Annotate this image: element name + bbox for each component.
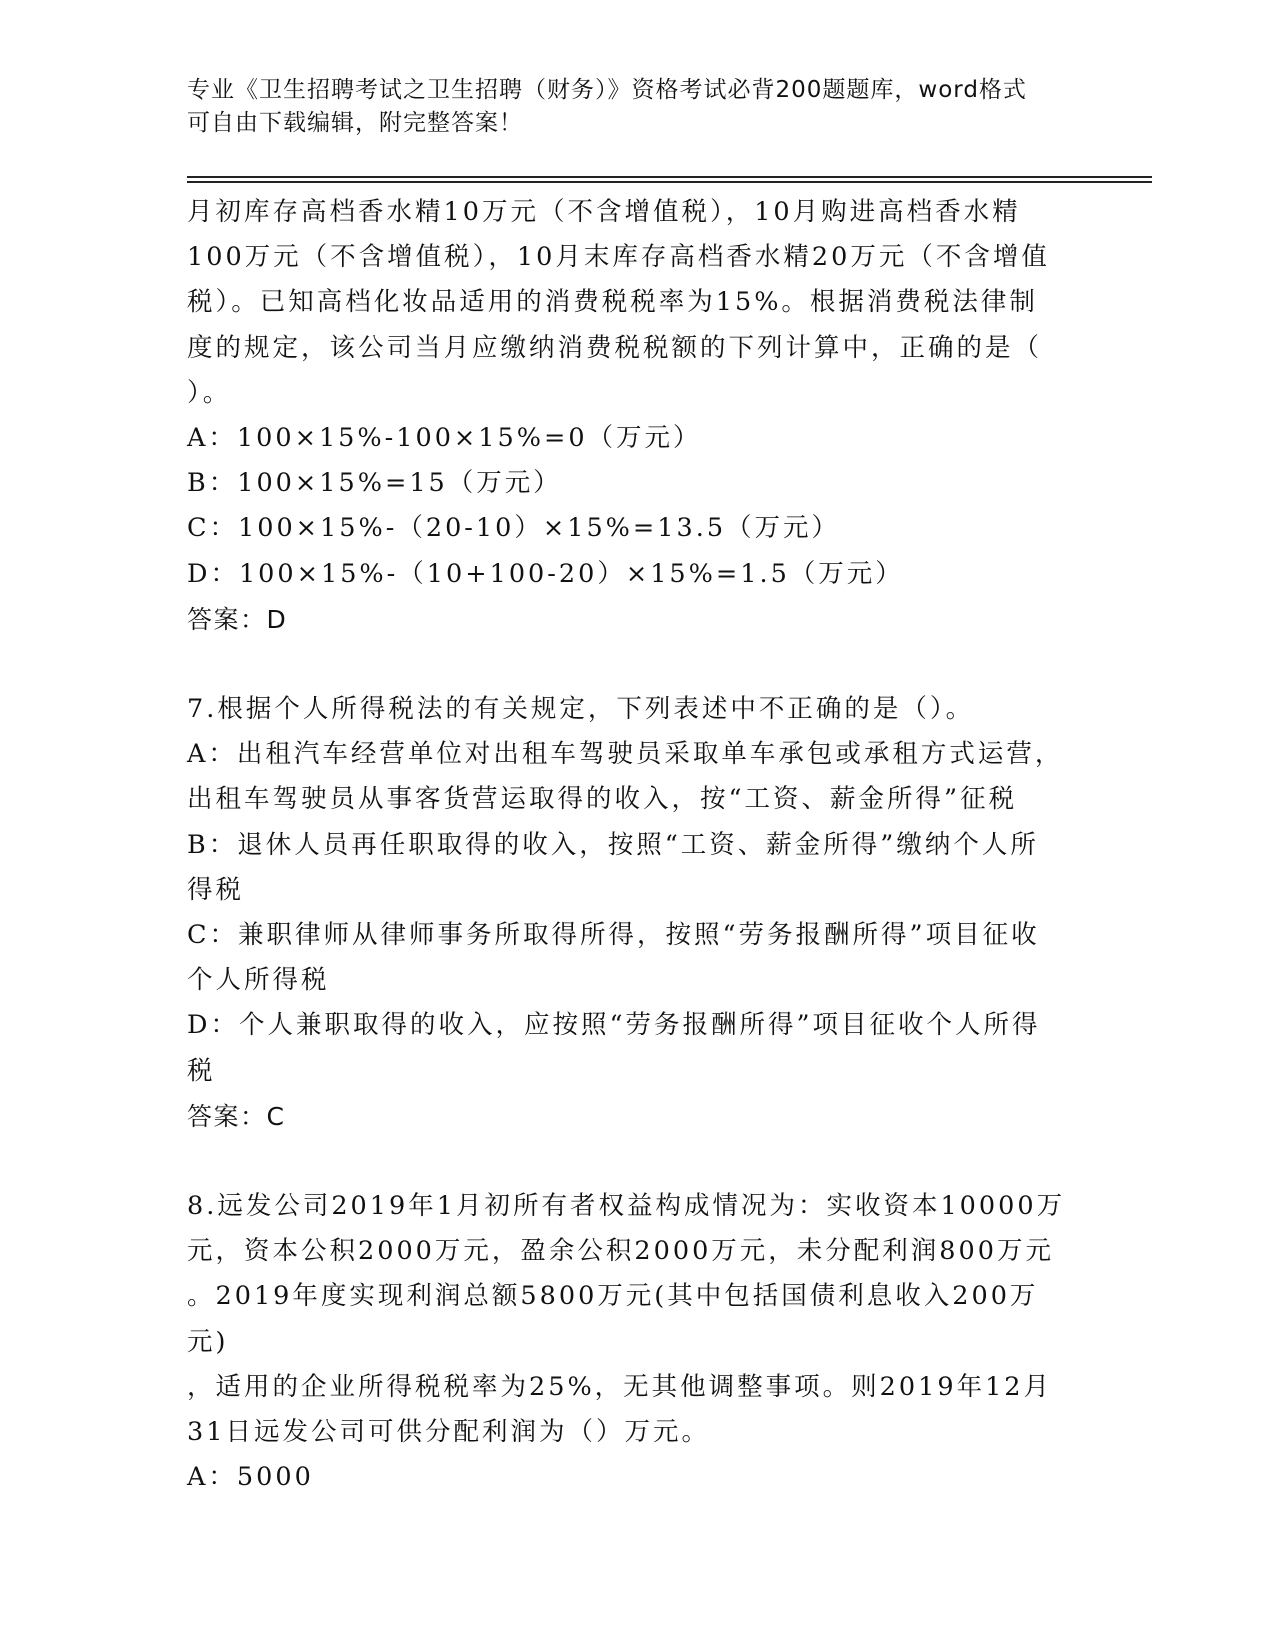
question-7-option-d: D：个人兼职取得的收入，应按照“劳务报酬所得”项目征收个人所得 <box>187 1010 1041 1041</box>
question-6-stem-line: 100万元（不含增值税），10月末库存高档香水精20万元（不含增值 <box>187 242 1050 273</box>
question-6-option-b: B：100×15%=15（万元） <box>187 468 562 499</box>
header-divider-top <box>187 176 1152 178</box>
question-6-answer: 答案：D <box>187 604 288 634</box>
question-7 <box>187 687 1077 1139</box>
question-7-answer: 答案：C <box>187 1101 286 1131</box>
question-7-option-a: A：出租汽车经营单位对出租车驾驶员采取单车承包或承租方式运营， <box>187 739 1064 770</box>
spacer <box>187 1139 1077 1184</box>
spacer <box>187 642 1077 687</box>
question-7-option-b: B：退休人员再任职取得的收入，按照“工资、薪金所得”缴纳个人所 <box>187 829 1039 860</box>
page-header <box>187 74 1087 140</box>
question-7-option-a-cont: 出租车驾驶员从事客货营运取得的收入，按“工资、薪金所得”征税 <box>187 784 1018 815</box>
question-6-stem-line: ）。 <box>187 377 232 408</box>
question-7-stem: 7.根据个人所得税法的有关规定，下列表述中不正确的是（）。 <box>187 694 975 725</box>
question-6-option-a: A：100×15%-100×15%=0（万元） <box>187 423 702 454</box>
question-6-stem-line: 月初库存高档香水精10万元（不含增值税），10月购进高档香水精 <box>187 197 1021 227</box>
question-8-stem-line: 31日远发公司可供分配利润为（）万元。 <box>187 1417 710 1448</box>
question-8-stem-line: 元，资本公积2000万元，盈余公积2000万元，未分配利润800万元 <box>187 1236 1054 1267</box>
question-8 <box>187 1184 1077 1500</box>
question-8-option-a: A：5000 <box>187 1462 314 1493</box>
question-7-option-c-cont: 个人所得税 <box>187 965 330 996</box>
question-6-stem-line: 税）。已知高档化妆品适用的消费税税率为15%。根据消费税法律制 <box>187 287 1038 318</box>
question-8-stem-line: 8.远发公司2019年1月初所有者权益构成情况为：实收资本10000万 <box>187 1191 1066 1222</box>
header-divider-bottom <box>187 181 1152 183</box>
document-body <box>187 190 1077 1500</box>
question-8-stem-line: 。2019年度实现利润总额5800万元(其中包括国债利息收入200万元) <box>187 1281 1039 1357</box>
question-6-stem-line: 度的规定，该公司当月应缴纳消费税税额的下列计算中，正确的是（ <box>187 332 1043 363</box>
question-6-option-c: C：100×15%-（20-10）×15%=13.5（万元） <box>187 513 841 544</box>
question-7-option-d-cont: 税 <box>187 1055 216 1086</box>
question-7-option-b-cont: 得税 <box>187 874 245 905</box>
question-6-option-d: D：100×15%-（10+100-20）×15%=1.5（万元） <box>187 558 904 589</box>
question-7-option-c: C：兼职律师从律师事务所取得所得，按照“劳务报酬所得”项目征收 <box>187 920 1040 951</box>
header-title-line-2: 可自由下载编辑，附完整答案！ <box>187 110 523 136</box>
question-6 <box>187 190 1077 642</box>
header-title-line-1: 专业《卫生招聘考试之卫生招聘（财务）》资格考试必背200题题库，word格式 <box>187 77 1027 103</box>
question-8-stem-line: ，适用的企业所得税税率为25%，无其他调整事项。则2019年12月 <box>187 1371 1053 1402</box>
